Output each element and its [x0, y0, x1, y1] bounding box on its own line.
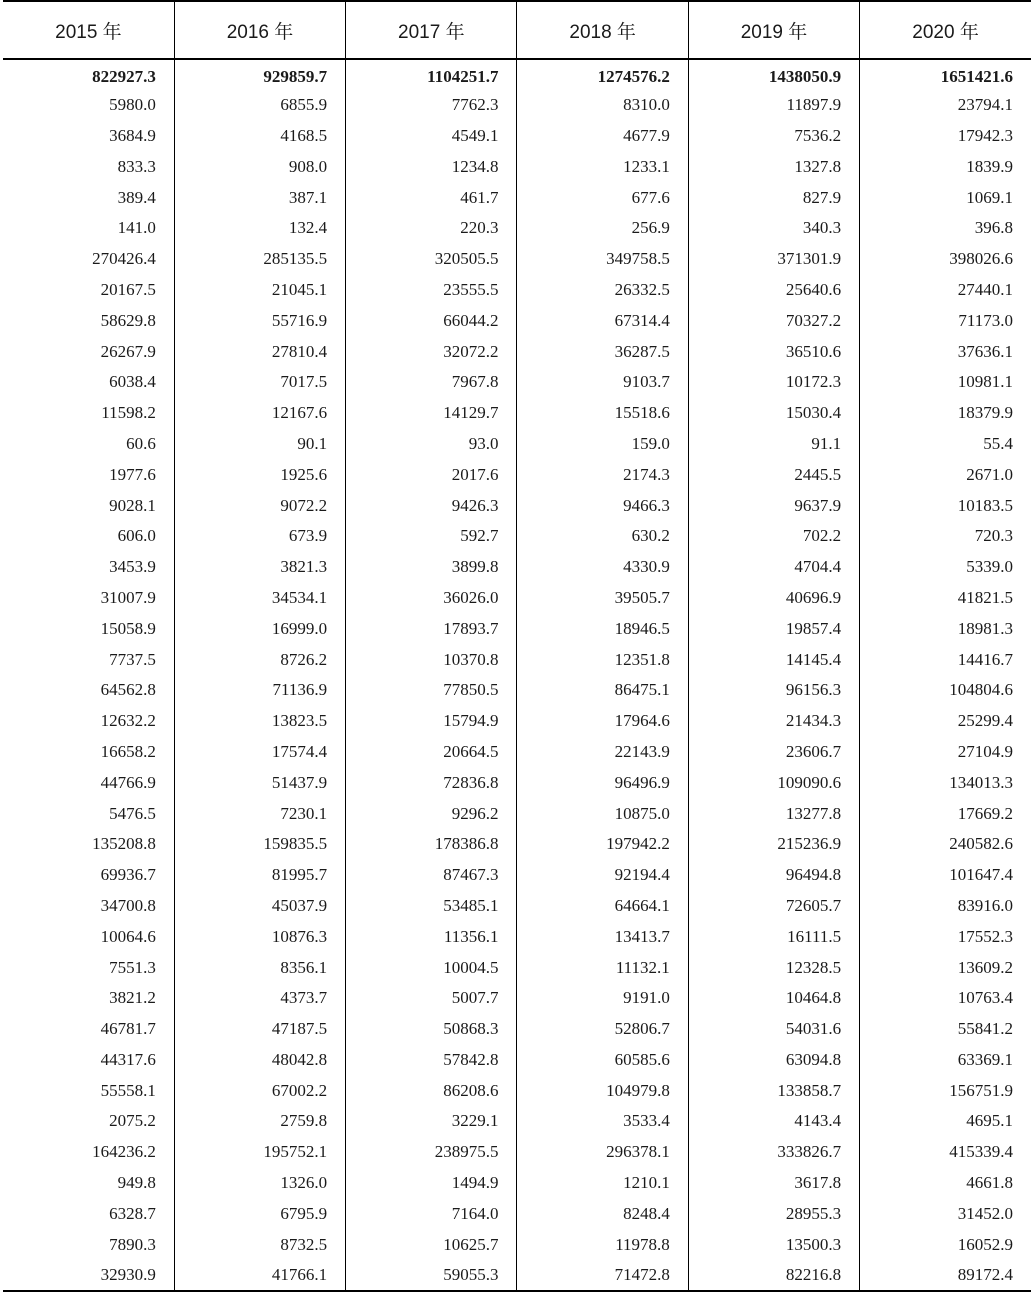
table-cell: 1210.1	[517, 1168, 688, 1199]
table-cell: 4677.9	[517, 121, 688, 152]
table-cell: 2445.5	[688, 459, 859, 490]
table-cell: 3229.1	[346, 1106, 517, 1137]
table-cell: 592.7	[346, 521, 517, 552]
table-cell: 132.4	[174, 213, 345, 244]
table-cell: 7762.3	[346, 90, 517, 121]
table-row-total	[3, 59, 1031, 90]
table-cell: 4143.4	[688, 1106, 859, 1137]
table-cell: 9296.2	[346, 798, 517, 829]
table-cell: 25640.6	[688, 275, 859, 306]
table-cell: 371301.9	[688, 244, 859, 275]
table-cell: 9103.7	[517, 367, 688, 398]
table-cell: 45037.9	[174, 891, 345, 922]
table-row	[3, 737, 1031, 768]
header-row	[3, 1, 1031, 59]
table-cell: 11356.1	[346, 921, 517, 952]
data-table	[3, 0, 1031, 1292]
table-cell: 702.2	[688, 521, 859, 552]
table-row	[3, 552, 1031, 583]
table-cell: 7164.0	[346, 1198, 517, 1229]
table-cell: 69936.7	[100, 865, 156, 885]
table-cell: 8248.4	[517, 1198, 688, 1229]
table-cell: 4704.4	[688, 552, 859, 583]
table-cell: 1274576.2	[517, 59, 688, 90]
table-cell: 908.0	[174, 151, 345, 182]
table-cell: 55841.2	[860, 1014, 1031, 1045]
table-cell: 41766.1	[174, 1260, 345, 1291]
table-cell: 10763.4	[860, 983, 1031, 1014]
table-cell: 387.1	[174, 182, 345, 213]
table-cell: 8732.5	[174, 1229, 345, 1260]
table-cell: 17669.2	[860, 798, 1031, 829]
table-cell: 44766.9	[100, 772, 156, 792]
table-cell: 57842.8	[346, 1045, 517, 1076]
table-row	[3, 767, 1031, 798]
table-cell: 55558.1	[100, 1080, 156, 1100]
table-cell: 77850.5	[346, 675, 517, 706]
table-cell: 92194.4	[517, 860, 688, 891]
table-cell: 17552.3	[860, 921, 1031, 952]
column-header-2020: 2020 年	[860, 1, 1031, 59]
table-cell: 71136.9	[174, 675, 345, 706]
table-row	[3, 336, 1031, 367]
table-cell: 14416.7	[860, 644, 1031, 675]
table-cell: 320505.5	[346, 244, 517, 275]
table-cell: 630.2	[517, 521, 688, 552]
table-cell: 60.6	[126, 433, 156, 453]
table-cell: 5339.0	[860, 552, 1031, 583]
table-cell: 25299.4	[860, 706, 1031, 737]
table-cell: 53485.1	[346, 891, 517, 922]
table-cell: 54031.6	[688, 1014, 859, 1045]
table-cell: 23606.7	[688, 737, 859, 768]
table-row	[3, 583, 1031, 614]
table-cell: 606.0	[117, 526, 156, 546]
table-cell: 90.1	[174, 429, 345, 460]
table-cell: 827.9	[688, 182, 859, 213]
table-cell: 14145.4	[688, 644, 859, 675]
table-cell: 104979.8	[517, 1075, 688, 1106]
table-cell: 833.3	[117, 156, 156, 176]
table-cell: 7017.5	[174, 367, 345, 398]
table-cell: 5980.0	[109, 95, 156, 115]
table-cell: 11132.1	[517, 952, 688, 983]
table-cell: 55.4	[860, 429, 1031, 460]
table-row	[3, 1075, 1031, 1106]
table-cell: 15794.9	[346, 706, 517, 737]
table-cell: 10875.0	[517, 798, 688, 829]
column-header-2018: 2018 年	[517, 1, 688, 59]
table-cell: 1234.8	[346, 151, 517, 182]
table-cell: 63094.8	[688, 1045, 859, 1076]
table-cell: 12351.8	[517, 644, 688, 675]
table-cell: 96494.8	[688, 860, 859, 891]
table-cell: 96496.9	[517, 767, 688, 798]
table-row	[3, 798, 1031, 829]
table-cell: 66044.2	[346, 305, 517, 336]
table-cell: 178386.8	[346, 829, 517, 860]
table-cell: 240582.6	[860, 829, 1031, 860]
table-cell: 720.3	[860, 521, 1031, 552]
table-cell: 461.7	[346, 182, 517, 213]
table-cell: 2671.0	[860, 459, 1031, 490]
table-cell: 89172.4	[860, 1260, 1031, 1291]
table-cell: 238975.5	[346, 1137, 517, 1168]
table-cell: 17964.6	[517, 706, 688, 737]
table-cell: 16052.9	[860, 1229, 1031, 1260]
table-cell: 8310.0	[517, 90, 688, 121]
table-cell: 6795.9	[174, 1198, 345, 1229]
table-row	[3, 90, 1031, 121]
table-cell: 17942.3	[860, 121, 1031, 152]
table-row	[3, 1106, 1031, 1137]
table-row	[3, 459, 1031, 490]
table-cell: 13823.5	[174, 706, 345, 737]
table-cell: 91.1	[688, 429, 859, 460]
table-cell: 70327.2	[688, 305, 859, 336]
table-cell: 822927.3	[92, 66, 156, 86]
table-cell: 19857.4	[688, 613, 859, 644]
table-row	[3, 1260, 1031, 1291]
column-header-2015: 2015 年	[3, 1, 174, 59]
table-cell: 677.6	[517, 182, 688, 213]
table-cell: 396.8	[860, 213, 1031, 244]
table-cell: 197942.2	[517, 829, 688, 860]
table-cell: 31007.9	[100, 587, 156, 607]
table-cell: 55716.9	[174, 305, 345, 336]
table-cell: 28955.3	[688, 1198, 859, 1229]
table-cell: 52806.7	[517, 1014, 688, 1045]
table-row	[3, 182, 1031, 213]
table-cell: 10004.5	[346, 952, 517, 983]
table-cell: 134013.3	[860, 767, 1031, 798]
table-cell: 26267.9	[100, 341, 156, 361]
table-cell: 51437.9	[174, 767, 345, 798]
table-cell: 8726.2	[174, 644, 345, 675]
table-cell: 26332.5	[517, 275, 688, 306]
table-cell: 2759.8	[174, 1106, 345, 1137]
table-cell: 72836.8	[346, 767, 517, 798]
table-cell: 104804.6	[860, 675, 1031, 706]
table-cell: 18379.9	[860, 398, 1031, 429]
table-cell: 4373.7	[174, 983, 345, 1014]
table-cell: 37636.1	[860, 336, 1031, 367]
table-cell: 18946.5	[517, 613, 688, 644]
table-cell: 1925.6	[174, 459, 345, 490]
table-cell: 4695.1	[860, 1106, 1031, 1137]
table-cell: 109090.6	[688, 767, 859, 798]
table-cell: 296378.1	[517, 1137, 688, 1168]
table-cell: 389.4	[117, 187, 156, 207]
table-cell: 159835.5	[174, 829, 345, 860]
table-row	[3, 490, 1031, 521]
table-row	[3, 367, 1031, 398]
table-cell: 93.0	[346, 429, 517, 460]
table-row	[3, 706, 1031, 737]
table-cell: 87467.3	[346, 860, 517, 891]
table-row	[3, 244, 1031, 275]
table-cell: 1326.0	[174, 1168, 345, 1199]
table-cell: 23555.5	[346, 275, 517, 306]
table-row	[3, 121, 1031, 152]
table-row	[3, 521, 1031, 552]
table-cell: 10625.7	[346, 1229, 517, 1260]
table-cell: 1839.9	[860, 151, 1031, 182]
table-row	[3, 213, 1031, 244]
table-row	[3, 1137, 1031, 1168]
table-cell: 86208.6	[346, 1075, 517, 1106]
table-row	[3, 305, 1031, 336]
table-row	[3, 275, 1031, 306]
table-cell: 333826.7	[688, 1137, 859, 1168]
table-cell: 36510.6	[688, 336, 859, 367]
table-cell: 36026.0	[346, 583, 517, 614]
table-cell: 15518.6	[517, 398, 688, 429]
table-cell: 21045.1	[174, 275, 345, 306]
table-cell: 3533.4	[517, 1106, 688, 1137]
table-cell: 10464.8	[688, 983, 859, 1014]
table-cell: 415339.4	[860, 1137, 1031, 1168]
table-cell: 270426.4	[92, 249, 156, 269]
table-cell: 12167.6	[174, 398, 345, 429]
table-cell: 27810.4	[174, 336, 345, 367]
table-cell: 41821.5	[860, 583, 1031, 614]
table-row	[3, 1229, 1031, 1260]
table-cell: 10064.6	[100, 926, 156, 946]
table-cell: 40696.9	[688, 583, 859, 614]
table-cell: 67002.2	[174, 1075, 345, 1106]
table-row	[3, 1045, 1031, 1076]
table-cell: 195752.1	[174, 1137, 345, 1168]
table-cell: 9466.3	[517, 490, 688, 521]
table-cell: 15058.9	[100, 618, 156, 638]
table-cell: 9028.1	[109, 495, 156, 515]
table-row	[3, 829, 1031, 860]
table-cell: 349758.5	[517, 244, 688, 275]
table-cell: 3453.9	[109, 557, 156, 577]
table-cell: 71173.0	[860, 305, 1031, 336]
table-cell: 14129.7	[346, 398, 517, 429]
table-cell: 2075.2	[109, 1111, 156, 1131]
table-cell: 9426.3	[346, 490, 517, 521]
table-cell: 12632.2	[100, 711, 156, 731]
table-cell: 1651421.6	[860, 59, 1031, 90]
table-cell: 32072.2	[346, 336, 517, 367]
table-cell: 12328.5	[688, 952, 859, 983]
table-cell: 34534.1	[174, 583, 345, 614]
table-cell: 1977.6	[109, 464, 156, 484]
table-row	[3, 1014, 1031, 1045]
table-cell: 1104251.7	[346, 59, 517, 90]
table-row	[3, 644, 1031, 675]
table-cell: 82216.8	[688, 1260, 859, 1291]
table-cell: 11897.9	[688, 90, 859, 121]
table-cell: 8356.1	[174, 952, 345, 983]
table-row	[3, 398, 1031, 429]
table-cell: 929859.7	[174, 59, 345, 90]
table-cell: 47187.5	[174, 1014, 345, 1045]
table-cell: 10370.8	[346, 644, 517, 675]
table-cell: 7551.3	[109, 957, 156, 977]
table-cell: 72605.7	[688, 891, 859, 922]
table-cell: 5476.5	[109, 803, 156, 823]
table-cell: 164236.2	[92, 1142, 156, 1162]
table-cell: 64562.8	[100, 680, 156, 700]
table-cell: 44317.6	[100, 1049, 156, 1069]
table-cell: 285135.5	[174, 244, 345, 275]
table-cell: 71472.8	[517, 1260, 688, 1291]
table-cell: 2174.3	[517, 459, 688, 490]
table-cell: 83916.0	[860, 891, 1031, 922]
table-cell: 6855.9	[174, 90, 345, 121]
table-cell: 16999.0	[174, 613, 345, 644]
table-row	[3, 675, 1031, 706]
table-cell: 7890.3	[109, 1234, 156, 1254]
table-row	[3, 921, 1031, 952]
table-cell: 7230.1	[174, 798, 345, 829]
table-cell: 7536.2	[688, 121, 859, 152]
table-cell: 9072.2	[174, 490, 345, 521]
table-cell: 9637.9	[688, 490, 859, 521]
table-cell: 4330.9	[517, 552, 688, 583]
table-cell: 36287.5	[517, 336, 688, 367]
table-cell: 220.3	[346, 213, 517, 244]
table-cell: 48042.8	[174, 1045, 345, 1076]
table-cell: 3899.8	[346, 552, 517, 583]
table-cell: 86475.1	[517, 675, 688, 706]
table-cell: 63369.1	[860, 1045, 1031, 1076]
table-cell: 141.0	[117, 218, 156, 238]
table-cell: 10183.5	[860, 490, 1031, 521]
table-cell: 3684.9	[109, 125, 156, 145]
table-cell: 17574.4	[174, 737, 345, 768]
table-cell: 3821.3	[174, 552, 345, 583]
table-cell: 15030.4	[688, 398, 859, 429]
table-cell: 256.9	[517, 213, 688, 244]
table-cell: 6328.7	[109, 1203, 156, 1223]
table-row	[3, 952, 1031, 983]
table-cell: 135208.8	[92, 834, 156, 854]
table-cell: 81995.7	[174, 860, 345, 891]
table-cell: 1327.8	[688, 151, 859, 182]
table-row	[3, 429, 1031, 460]
table-row	[3, 1168, 1031, 1199]
table-cell: 13413.7	[517, 921, 688, 952]
column-header-2016: 2016 年	[174, 1, 345, 59]
table-cell: 27104.9	[860, 737, 1031, 768]
table-cell: 16658.2	[100, 741, 156, 761]
table-cell: 18981.3	[860, 613, 1031, 644]
table-row	[3, 613, 1031, 644]
table-cell: 13500.3	[688, 1229, 859, 1260]
table-cell: 133858.7	[688, 1075, 859, 1106]
table-row	[3, 860, 1031, 891]
table-cell: 23794.1	[860, 90, 1031, 121]
table-cell: 7967.8	[346, 367, 517, 398]
table-cell: 3821.2	[109, 988, 156, 1008]
table-cell: 11598.2	[101, 403, 156, 423]
table-cell: 4661.8	[860, 1168, 1031, 1199]
table-cell: 101647.4	[860, 860, 1031, 891]
table-body	[3, 59, 1031, 1291]
table-cell: 10876.3	[174, 921, 345, 952]
data-table-container	[3, 0, 1031, 1292]
table-row	[3, 983, 1031, 1014]
table-cell: 21434.3	[688, 706, 859, 737]
table-cell: 156751.9	[860, 1075, 1031, 1106]
table-cell: 34700.8	[100, 895, 156, 915]
column-header-2017: 2017 年	[346, 1, 517, 59]
table-cell: 5007.7	[346, 983, 517, 1014]
table-cell: 22143.9	[517, 737, 688, 768]
table-cell: 673.9	[174, 521, 345, 552]
table-cell: 31452.0	[860, 1198, 1031, 1229]
table-cell: 16111.5	[688, 921, 859, 952]
table-cell: 27440.1	[860, 275, 1031, 306]
table-cell: 20664.5	[346, 737, 517, 768]
table-cell: 32930.9	[3, 1260, 174, 1291]
table-cell: 1069.1	[860, 182, 1031, 213]
table-cell: 58629.8	[100, 310, 156, 330]
column-header-2019: 2019 年	[688, 1, 859, 59]
table-cell: 60585.6	[517, 1045, 688, 1076]
table-cell: 2017.6	[346, 459, 517, 490]
table-cell: 13609.2	[860, 952, 1031, 983]
table-cell: 17893.7	[346, 613, 517, 644]
table-cell: 1233.1	[517, 151, 688, 182]
table-cell: 64664.1	[517, 891, 688, 922]
table-cell: 215236.9	[688, 829, 859, 860]
table-cell: 1438050.9	[688, 59, 859, 90]
table-cell: 67314.4	[517, 305, 688, 336]
table-cell: 11978.8	[517, 1229, 688, 1260]
table-cell: 398026.6	[860, 244, 1031, 275]
table-cell: 96156.3	[688, 675, 859, 706]
table-row	[3, 151, 1031, 182]
table-header	[3, 1, 1031, 59]
table-cell: 13277.8	[688, 798, 859, 829]
table-cell: 4549.1	[346, 121, 517, 152]
table-cell: 10172.3	[688, 367, 859, 398]
table-cell: 949.8	[117, 1173, 156, 1193]
table-row	[3, 1198, 1031, 1229]
table-cell: 39505.7	[517, 583, 688, 614]
table-cell: 46781.7	[100, 1019, 156, 1039]
table-cell: 7737.5	[109, 649, 156, 669]
table-cell: 159.0	[517, 429, 688, 460]
table-cell: 1494.9	[346, 1168, 517, 1199]
table-row	[3, 891, 1031, 922]
table-cell: 50868.3	[346, 1014, 517, 1045]
table-cell: 4168.5	[174, 121, 345, 152]
table-cell: 3617.8	[688, 1168, 859, 1199]
table-cell: 9191.0	[517, 983, 688, 1014]
table-cell: 20167.5	[100, 279, 156, 299]
table-cell: 6038.4	[109, 372, 156, 392]
table-cell: 340.3	[688, 213, 859, 244]
table-cell: 59055.3	[346, 1260, 517, 1291]
table-cell: 10981.1	[860, 367, 1031, 398]
